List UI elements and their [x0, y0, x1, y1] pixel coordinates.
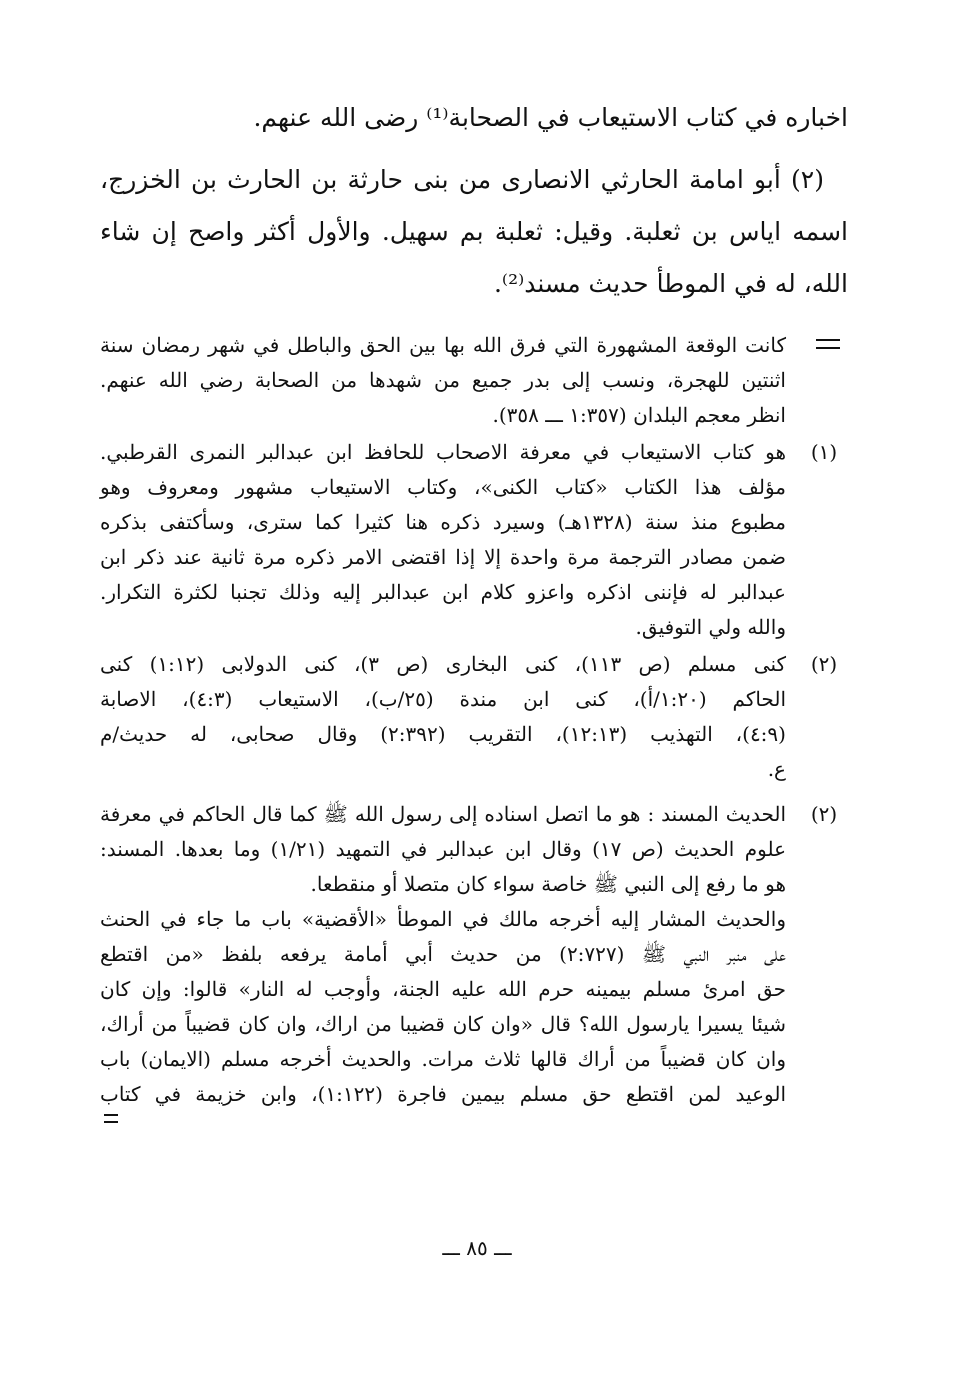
footnote-line: كنى مسلم (ص ١١٣)، كنى البخارى (ص ٣)، كنى الدولابى (١:١٢) كنى: [100, 652, 786, 676]
footnote-number: (٢): [810, 802, 838, 826]
footnote-line: مطبوع منذ سنة (١٣٢٨هـ) وسيرد ذكره هنا كثيرا كما سترى، وسأكتفى بذكره: [100, 510, 786, 534]
footnote-2b: [100, 797, 848, 1123]
footnote-line: على منبر النبي ﷺ (٢:٧٢٧) من حديث أبي أمامة يرفعه بلفظ «من اقتطع: [100, 942, 786, 966]
footnote-line: ضمن مصادر الترجمة مرة واحدة إلا إذا اقتضى الامر ذكره مرة ثانية عند ذكر ابن: [100, 545, 786, 569]
footnote-line: وان كان قضيباً من أراك قالها ثلاث مرات. والحديث أخرجه مسلم (الايمان) باب: [100, 1047, 786, 1071]
paragraph-2: (٢) أبو امامة الحارثي الانصارى من بنى حارثة بن الحارث بن الخزرج، اسمه اياس بن ثعلبة. وقيل: ثعلبة بم سهيل. والأول أكثر واصح إن شاء الله، له في الموطأ حديث مسند⁽²⁾.: [100, 165, 848, 298]
footnote-1: [100, 435, 848, 645]
footnote-line: ع.: [767, 757, 786, 781]
continuation-end-icon: [104, 1114, 118, 1123]
footnote-number: (١): [810, 440, 838, 464]
footnote-line: حق امرئ مسلم بيمينه حرم الله عليه الجنة، وأوجب له النار» قالوا: وإن كان: [100, 977, 786, 1001]
footnote-line: مؤلف هذا الكتاب «كتاب الكنى»، وكتاب الاستيعاب مشهور ومعروف وهو: [100, 475, 786, 499]
footnote-line: الحاكم (١:٢٠/أ)، كنى ابن مندة (٢٥/ب)، الاستيعاب (٤:٣)، الاصابة: [100, 687, 786, 711]
footnote-line: انظر معجم البلدان (١:٣٥٧ ـــ ٣٥٨).: [492, 403, 786, 427]
footnote-line: الوعيد لمن اقتطع حق مسلم بيمين فاجرة (١:١٢٢)، وابن خزيمة في كتاب: [100, 1082, 786, 1106]
continuation-mark-icon: [816, 339, 840, 349]
footnote-2a: [100, 647, 848, 787]
footnote-line: هو ما رفع إلى النبي ﷺ خاصة سواء كان متصلا أو منقطعا.: [310, 872, 786, 896]
footnote-line: (٤:٩)، التهذيب (١٢:١٣)، التقريب (٢:٣٩٢) وقال صحابى، له حديث/م: [100, 722, 786, 746]
footnotes: [100, 328, 848, 1123]
footnote-line: اثنتين للهجرة، ونسب إلى بدر جميع من شهدها من الصحابة رضي الله عنهم.: [100, 368, 786, 392]
paragraph-1: اخباره في كتاب الاستيعاب في الصحابة⁽¹⁾ رضى الله عنهم.: [253, 103, 848, 132]
footnote-line: علوم الحديث (ص ١٧) وقال ابن عبدالبر في التمهيد (١/٢١) وما بعدها. المسند:: [100, 837, 786, 861]
page-number: ـــ ٨٥ ـــ: [442, 1236, 512, 1260]
footnote-number: (٢): [810, 652, 838, 676]
footnote-line: والحديث المشار إليه أخرجه مالك في الموطأ «الأقضية» باب ما جاء في الحنث: [100, 907, 786, 931]
footnote-line: عبدالبر له فإننى اذكره واعزو كلام ابن عبدالبر إليه وذلك تجنبا لكثرة التكرار.: [100, 580, 786, 604]
footnote-line: كانت الوقعة المشهورة التي فرق الله بها بين الحق والباطل في شهر رمضان سنة: [100, 333, 786, 357]
footnote-line: هو كتاب الاستيعاب في معرفة الاصحاب للحافظ ابن عبدالبر النمرى القرطبي.: [100, 440, 786, 464]
footnote-line: شيئا يسيرا يارسول الله؟ قال «وان كان قضيبا من اراك، وان كان قضيباً من أراك،: [100, 1012, 786, 1036]
footnote-continued: [100, 328, 848, 433]
footnote-line: والله ولي التوفيق.: [635, 615, 786, 639]
footnote-line: الحديث المسند : هو ما اتصل اسناده إلى رسول الله ﷺ كما قال الحاكم في معرفة: [100, 802, 786, 826]
main-text: [100, 92, 848, 310]
page-body: [100, 92, 848, 1125]
